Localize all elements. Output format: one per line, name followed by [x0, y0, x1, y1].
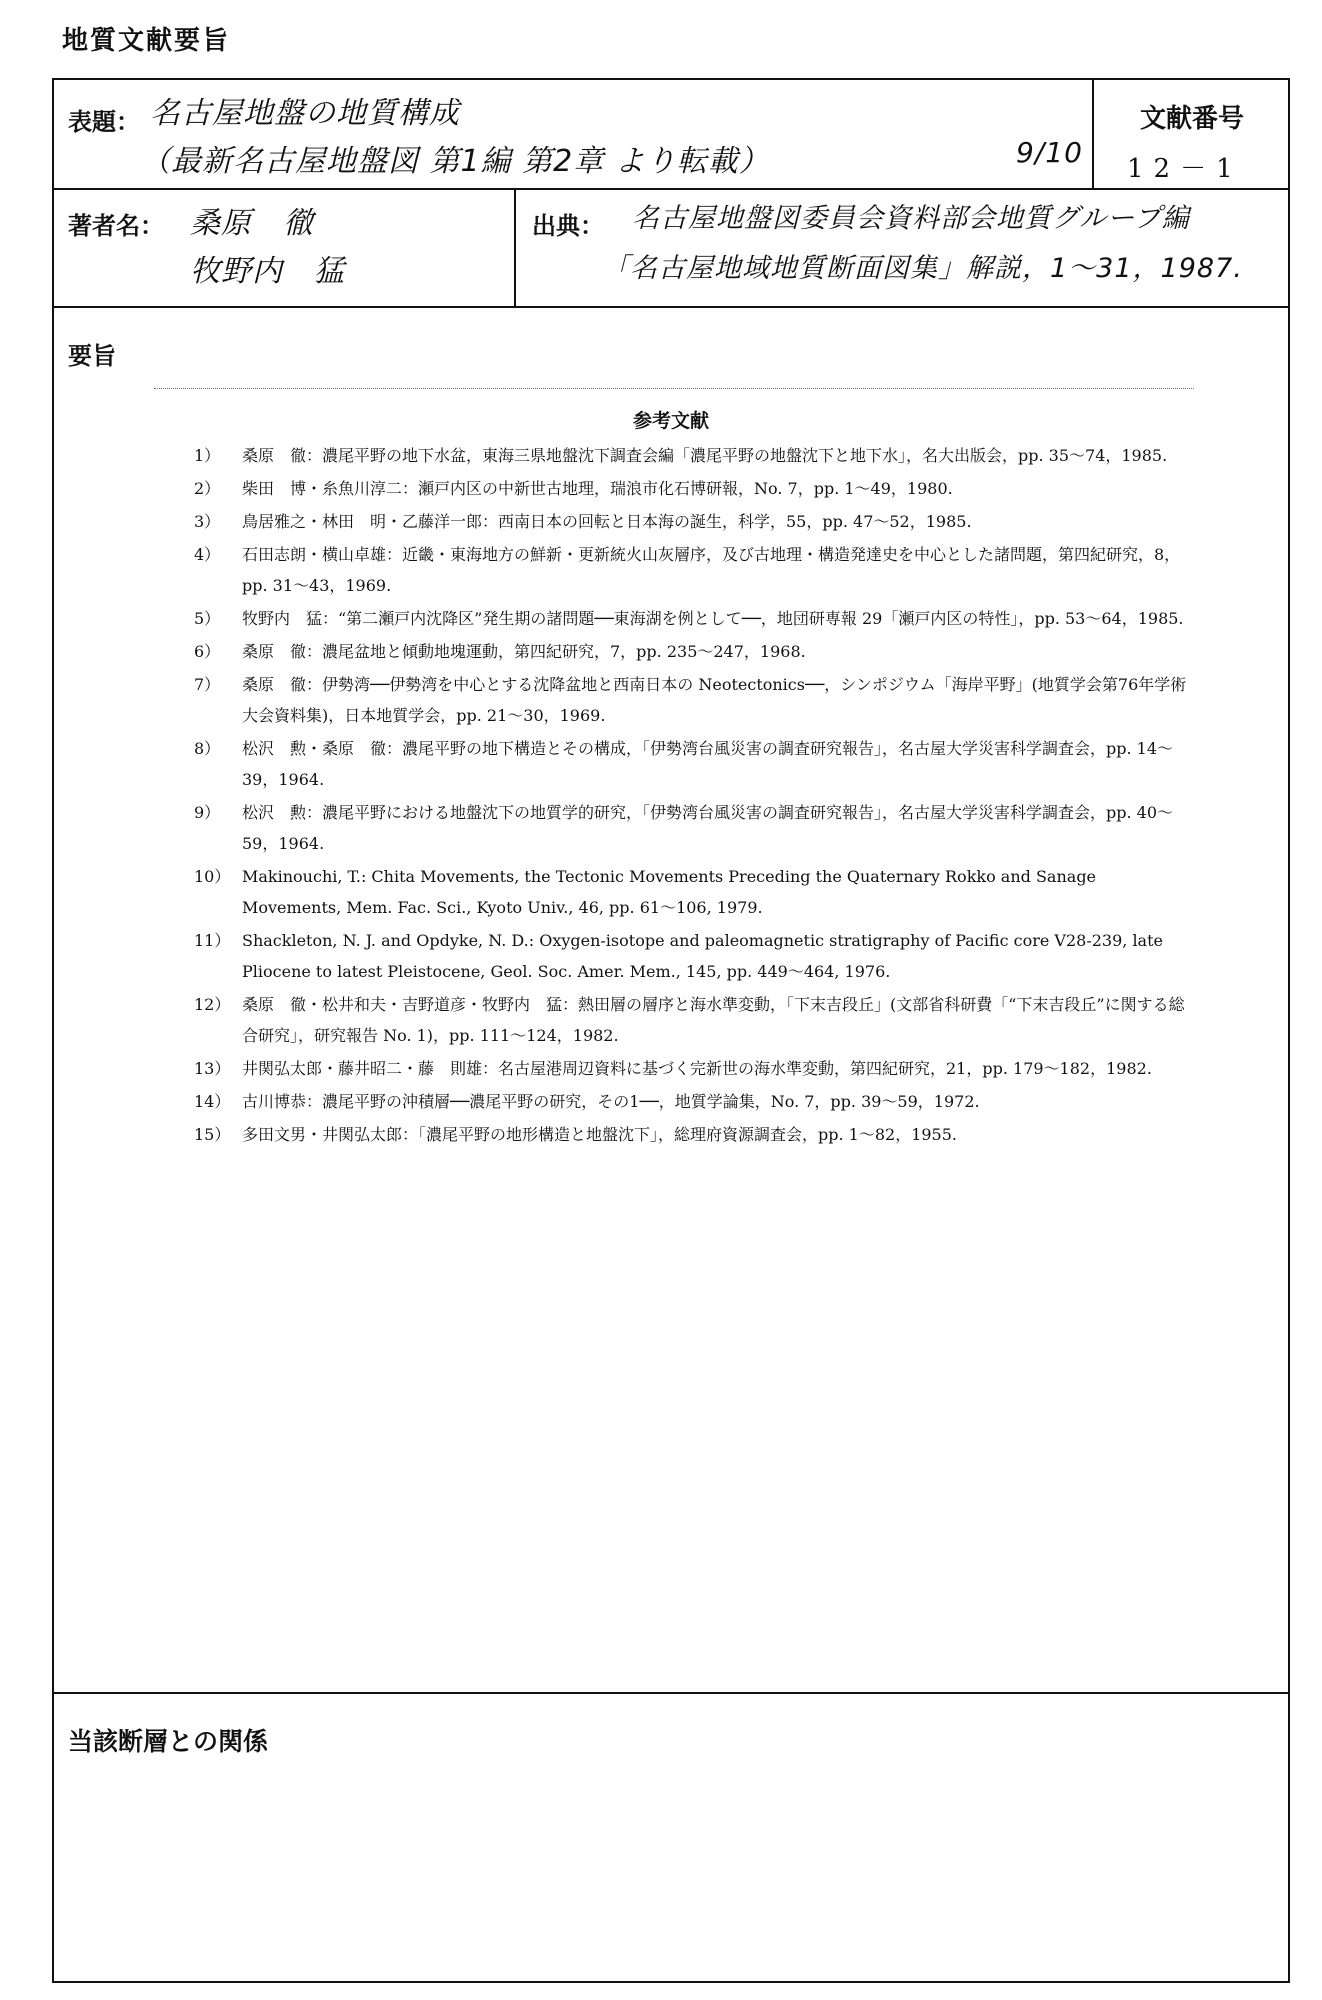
row-divider-relation — [54, 1692, 1288, 1694]
reference-item: 6） 桑原 徹：濃尾盆地と傾動地塊運動，第四紀研究，7，pp. 235～247，1968. — [194, 642, 806, 661]
reference-item: 1） 桑原 徹：濃尾平野の地下水盆，東海三県地盤沈下調査会編「濃尾平野の地盤沈下と地下水」，名大出版会，pp. 35～74，1985. — [194, 446, 1168, 465]
separator-line — [154, 388, 1194, 389]
col-divider-docno — [1092, 80, 1094, 188]
page-note: 9/10 — [1016, 136, 1083, 169]
references-list — [194, 440, 1194, 1152]
title-handwritten-line2: （最新名古屋地盤図 第1編 第2章 より転載） — [140, 144, 770, 179]
reference-item: 4） 石田志朗・横山卓雄：近畿・東海地方の鮮新・更新統火山灰層序，及び古地理・構造発達史を中心とした諸問題，第四紀研究，8，pp. 31～43，1969. — [194, 545, 1181, 595]
references-heading: 参考文献 — [632, 410, 709, 432]
reference-item: 13） 井関弘太郎・藤井昭二・藤 則雄：名古屋港周辺資料に基づく完新世の海水準変動，第四紀研究，21，pp. 179～182，1982. — [194, 1059, 1152, 1078]
reference-item: 15） 多田文男・井関弘太郎：「濃尾平野の地形構造と地盤沈下」，総理府資源調査会，pp. 1～82，1955. — [194, 1125, 958, 1144]
page-header: 地質文献要旨 — [62, 26, 231, 56]
source-label: 出典： — [532, 211, 604, 240]
reference-item: 3） 鳥居雅之・林田 明・乙藤洋一郎：西南日本の回転と日本海の誕生，科学，55，pp. 47～52，1985. — [194, 512, 972, 531]
title-label: 表題： — [68, 107, 140, 136]
reference-item: 9） 松沢 勲：濃尾平野における地盤沈下の地質学的研究，「伊勢湾台風災害の調査研究報告」，名古屋大学災害科学調査会，pp. 40～59，1964. — [194, 803, 1174, 853]
doc-number-value: 12－1 — [1127, 154, 1243, 184]
reference-item: 10） Makinouchi, T.: Chita Movements, the Tectonic Movements Preceding the Quaternary Rokko and Sanage Movements, Mem. Fac. Sci., Kyoto Univ., 46, pp. 61～106, 1979. — [194, 867, 1097, 917]
reference-item: 8） 松沢 勲・桑原 徹：濃尾平野の地下構造とその構成，「伊勢湾台風災害の調査研究報告」，名古屋大学災害科学調査会，pp. 14～39，1964. — [194, 739, 1174, 789]
authors-handwritten-line1: 桑原 徹 — [190, 206, 314, 241]
reference-item: 2） 柴田 博・糸魚川淳二：瀬戸内区の中新世古地理，瑞浪市化石博研報，No. 7，pp. 1～49，1980. — [194, 479, 953, 498]
title-handwritten-line1: 名古屋地盤の地質構成 — [150, 96, 460, 131]
reference-item: 7） 桑原 徹：伊勢湾──伊勢湾を中心とする沈降盆地と西南日本の Neotectonics──，シンポジウム「海岸平野」(地質学会第76年学術大会資料集)，日本地質学会，pp. 21～30，1969. — [194, 675, 1187, 725]
doc-number-label: 文献番号 — [1140, 104, 1245, 134]
summary-label: 要旨 — [68, 341, 116, 370]
reference-item: 12） 桑原 徹・松井和夫・吉野道彦・牧野内 猛：熱田層の層序と海水準変動，「下末吉段丘」(文部省科研費「“下末吉段丘”に関する総合研究」，研究報告 No. 1)，pp. 111～124，1982. — [194, 995, 1185, 1045]
author-label: 著者名： — [68, 211, 164, 240]
source-handwritten-line1: 名古屋地盤図委員会資料部会地質グループ編 — [632, 203, 1190, 234]
row-divider-author — [54, 306, 1288, 308]
relation-label: 当該断層との関係 — [68, 1727, 269, 1756]
reference-item: 14） 古川博恭：濃尾平野の沖積層──濃尾平野の研究，その1──，地質学論集，No. 7，pp. 39～59，1972. — [194, 1092, 980, 1111]
authors-handwritten-line2: 牧野内 猛 — [190, 254, 345, 289]
document-form — [52, 78, 1290, 1983]
row-divider-title — [54, 188, 1288, 190]
reference-item: 5） 牧野内 猛：“第二瀬戸内沈降区”発生期の諸問題──東海湖を例として──，地団研専報 29「瀬戸内区の特性」，pp. 53～64，1985. — [194, 609, 1184, 628]
source-handwritten-line2: 「名古屋地域地質断面図集」解説，1～31，1987. — [602, 253, 1243, 284]
reference-item: 11） Shackleton, N. J. and Opdyke, N. D.: Oxygen-isotope and paleomagnetic stratigraphy of Pacific core V28-239, late Pliocene to latest Pleistocene, Geol. Soc. Amer. Mem., 145, pp. 449～464, 1976. — [194, 931, 1163, 981]
col-divider-source — [514, 188, 516, 306]
